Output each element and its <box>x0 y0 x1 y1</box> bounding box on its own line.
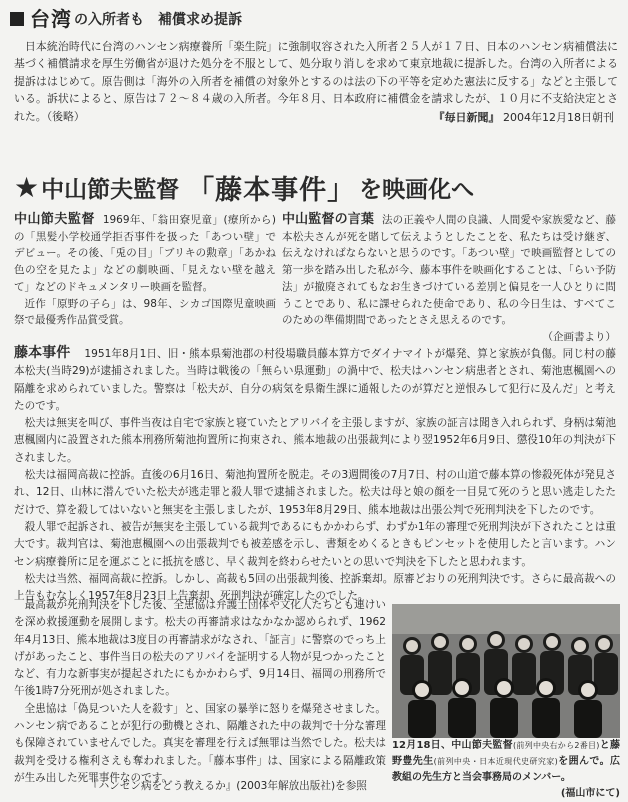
fujimoto-p4: 殺人罪で起訴され、被告が無実を主張している裁判であるにもかかわらず、わずか1年の審理で死刑判決が下されたことは重大です。裁判官は、菊池恵楓園への出張裁判でも被差感を示し、書類をめくるときもピンセットを使用したと言います。ハンセン病療養所に足を運ぶことに抵抗を感じ、早く裁判を終わらせたいとの思いで判決を下したと思われます。 <box>14 520 616 568</box>
caption-date-director: 12月18日、中山節夫監督 <box>392 740 513 751</box>
director-profile-recent: 近作「原野の子ら」は、98年、シカゴ国際児童映画祭で最優秀作品賞受賞。 <box>14 297 276 327</box>
caption-place: (福山市にて) <box>560 788 620 799</box>
director-words-note: （企画書より） <box>542 330 616 343</box>
director-words-title: 中山監督の言葉 <box>282 212 374 227</box>
director-profile-text: 1969年、「翁田寮児童」(療所から)の「黒髪小学校通学拒否事件を扱った「あつい壁」でデビュー。その後、「兎の目」「ブリキの勲章」「あかね色の空を見たよ」などの劇映画、「見えない壁を越えて」などのドキュメンタリー映画を監督。 <box>14 214 276 293</box>
director-profile-title: 中山節夫監督 <box>14 212 95 227</box>
caption-with-fujino: と藤野豊先生 <box>392 740 621 767</box>
director-words <box>282 212 616 346</box>
article1-title-main: 台湾 <box>30 7 72 31</box>
fujimoto-p1: 1951年8月1日、旧・熊本県菊池郡の村役場職員藤本算方でダイナマイトが爆発、算と家族が負傷。同じ村の藤本松夫(当時29)が逮捕されました。当時は戦後の「無らい県運動」の渦中で、松夫はハンセン病患者とされ、菊池恵楓園への隔離を求められていました。警察は「松夫が、自分の病気を県衛生課に通報したのが算だと逆恨みして犯行に及んだ」と考えたのです。 <box>14 348 616 412</box>
fujimoto-title: 藤本事件 <box>14 345 71 361</box>
group-photo <box>392 604 620 738</box>
director-words-text: 法の正義や人間の良識、人間愛や家族愛など、藤本松夫さんが死を賭して伝えようとしたことを、私たちは受け継ぎ、伝えなければならないと思うのです。「あつい壁」で映画監督としての第一歩を踏み出した私が今、藤本事件を映画化することは、「らい予防法」が撤廃されてもなお生きづけている差別と偏見を一人ひとりに問うことであり、私に課せられた使命であり、私の今日生は、すべてこのための準備期間であったとさえ思えるのです。 <box>282 214 616 327</box>
article1-source-date: 2004年12月18日朝刊 <box>503 111 614 124</box>
fujimoto-p3: 松夫は福岡高裁に控訴。直後の6月16日、菊池拘置所を脱走。その3週間後の7月7日、村の山道で藤本算の惨殺死体が発見され、12日、山林に潜んでいた松夫が逃走罪と殺人罪で逮捕されました。松夫は母と娘の顔を一目見て死のうと思い逃走したただけで、算を殺してはいないと無実を主張しましたが、1953年8月29日、熊本地裁は出張公判で死刑判決を下したのです。 <box>14 469 616 516</box>
headline-film-title: 「藤本事件」 <box>187 175 356 206</box>
fujimoto-p6: 最高裁が死刑判決を下した後、全患協は弁護士団体や文化人たちとも連けいを深め救援運動を展開します。松夫の再審請求はなかなか認められず、1962年4月13日、熊本地裁は3度目の再審請求がなされ、「証言」に警察のでっち上げがあったこと、事件当日の松夫のアリバイを証明する人物が見つかったことなど、有力な新事実が提起されたにもかかわらず、9月14日、福岡の刑務所で午後1時7分死刑が処されました。 <box>14 599 386 698</box>
fujimoto-section-continued <box>14 597 386 787</box>
article2-headline <box>14 168 618 207</box>
headline-director: 中山節夫監督 <box>41 177 180 203</box>
fujimoto-p7: 全患協は「偽見ついた人を殺す」と、国家の暴挙に怒りを爆発させました。ハンセン病であることが犯行の動機とされ、隔離された中の裁判で十分な審理も保障されていませんでした。真実を審理を行えば無罪は当然でした。松夫は裁判を受ける権利さえも奪われました。「藤本事件」は、国家による隔離政策が生み出した死罪事件なのです。 <box>14 702 386 784</box>
photo-caption <box>392 738 620 802</box>
caption-members: を囲んで。広教組の先生方と当会事務局のメンバー。 <box>392 756 620 783</box>
black-square-icon <box>10 12 24 26</box>
article1-title-rest: 補償求め提訴 <box>158 12 242 28</box>
fujimoto-p5: 松夫は当然、福岡高裁に控訴。しかし、高裁も5回の出張裁判後、控訴棄却。原審どおりの死刑判決です。さらに最高裁への上告もむなしく1957年8月23日上告棄却、死刑判決が確定したのでした。 <box>14 572 616 603</box>
director-profile <box>14 212 276 329</box>
article1-headline <box>10 6 242 32</box>
group-photo-figures <box>392 604 620 738</box>
star-icon: ★ <box>14 170 40 204</box>
article1-source-paper: 『毎日新聞』 <box>433 111 500 124</box>
article1-source <box>434 109 615 125</box>
fujimoto-section <box>14 345 616 605</box>
fujimoto-p2: 松夫は無実を叫び、事件当夜は自宅で家族と寝ていたとアリバイを主張しますが、家族の証言は聞き入れられず、身柄は菊池恵楓園内に設置された熊本刑務所菊池拘置所に拘束され、熊本地裁の出張裁判により翌1952年6月9日、懲役10年の判決が下されました。 <box>14 417 616 464</box>
caption-fujino-position: (前列中央・日本近現代史研究家) <box>433 757 558 766</box>
reference-note: 『ハンセン病をどう教えるか』(2003年解放出版社)を参照 <box>88 780 367 792</box>
caption-director-position: (前列中央右から2番目) <box>512 741 600 750</box>
headline-tail: を映画化へ <box>359 177 475 203</box>
article1-title-sub: の入所者も <box>74 12 144 28</box>
article1-body: 日本統治時代に台湾のハンセン病療養所「楽生院」に強制収容された入所者２５人が１７日、日本のハンセン病補償法に基づく補償請求を厚生労働省が退けた処分を不服として、処分取り消しを求めて東京地裁に提訴した。台湾の入所者による提訴ははじめて。原告側は「海外の入所者を補償の対象外とするのは法の下の平等を定めた憲法に反する」などと主張している。訴状によると、原告は７２～８４歳の入所者。今年８月、日本政府に補償金を請求したが、１０月に不支給決定とされた。（後略） <box>14 40 618 123</box>
